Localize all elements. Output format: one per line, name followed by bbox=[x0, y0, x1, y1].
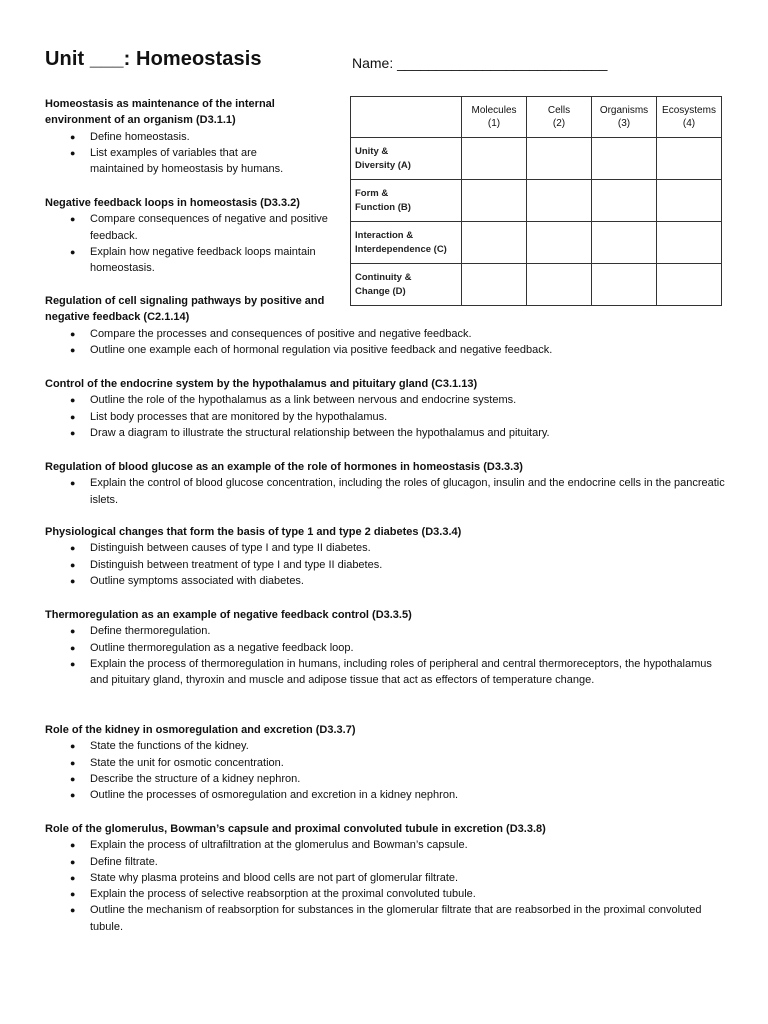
matrix-cell[interactable] bbox=[462, 138, 527, 180]
objective-section bbox=[45, 96, 300, 177]
list-item: ● Outline the mechanism of reabsorption for substances in the glomerular filtrate that are reabsorbed in the proximal convoluted tubule. bbox=[70, 904, 702, 933]
list-item: ● Explain the process of ultrafiltration at the glomerulus and Bowman’s capsule. bbox=[70, 839, 468, 852]
matrix-header-row bbox=[351, 97, 722, 138]
list-item: ● Outline symptoms associated with diabetes. bbox=[70, 574, 304, 587]
list-item: ● Explain the process of selective reabsorption at the proximal convoluted tubule. bbox=[70, 888, 476, 901]
section-title: Thermoregulation as an example of negative feedback control (D3.3.5) bbox=[45, 609, 412, 621]
matrix-row bbox=[351, 138, 722, 180]
section-title: Physiological changes that form the basis of type 1 and type 2 diabetes (D3.3.4) bbox=[45, 526, 462, 538]
objective-section bbox=[45, 524, 725, 589]
list-item: ● Outline one example each of hormonal regulation via positive feedback and negative feedback. bbox=[70, 343, 553, 356]
objective-section bbox=[45, 195, 345, 276]
section-title: Control of the endocrine system by the hypothalamus and pituitary gland (C3.1.13) bbox=[45, 378, 478, 390]
matrix-corner-cell bbox=[351, 97, 462, 138]
matrix-column-header: Molecules (1) bbox=[462, 97, 527, 138]
section-title: Regulation of cell signaling pathways by positive and negative feedback (C2.1.14) bbox=[45, 295, 325, 324]
matrix-row bbox=[351, 180, 722, 222]
list-item: ● Describe the structure of a kidney nephron. bbox=[70, 772, 301, 785]
section-title: Regulation of blood glucose as an example of the role of hormones in homeostasis (D3.3.3) bbox=[45, 461, 523, 473]
list-item: ● Distinguish between causes of type I and type II diabetes. bbox=[70, 542, 371, 555]
matrix-cell[interactable] bbox=[462, 180, 527, 222]
matrix-row-header: Continuity & Change (D) bbox=[351, 264, 462, 306]
section-title: Role of the glomerulus, Bowman’s capsule and proximal convoluted tubule in excretion (D3.3.8) bbox=[45, 823, 546, 835]
list-item: ● Define filtrate. bbox=[70, 855, 158, 868]
objective-section bbox=[45, 293, 725, 358]
objective-list bbox=[45, 738, 725, 803]
list-item: ● State the unit for osmotic concentration. bbox=[70, 756, 284, 769]
matrix-cell[interactable] bbox=[592, 138, 657, 180]
objective-section bbox=[45, 459, 725, 508]
list-item: ● State why plasma proteins and blood cells are not part of glomerular filtrate. bbox=[70, 871, 459, 884]
matrix-row bbox=[351, 222, 722, 264]
matrix-cell[interactable] bbox=[462, 222, 527, 264]
list-item: ● List body processes that are monitored by the hypothalamus. bbox=[70, 410, 388, 423]
list-item: ● Explain the process of thermoregulation in humans, including roles of peripheral and central thermoreceptors, the hypothalamus and pituitary gland, thyroxin and muscle and adipose tissue that act as effectors of temperature change. bbox=[70, 657, 712, 687]
list-item: ● Define homeostasis. bbox=[70, 130, 190, 143]
objective-list bbox=[45, 837, 725, 935]
list-item: ● Draw a diagram to illustrate the structural relationship between the hypothalamus and pituitary. bbox=[70, 426, 550, 439]
matrix-cell[interactable] bbox=[657, 180, 722, 222]
objective-section bbox=[45, 607, 725, 688]
list-item: ● List examples of variables that are maintained by homeostasis by humans. bbox=[70, 146, 284, 176]
matrix-column-header: Ecosystems (4) bbox=[657, 97, 722, 138]
matrix-row-header: Form & Function (B) bbox=[351, 180, 462, 222]
matrix-cell[interactable] bbox=[527, 180, 592, 222]
objective-section bbox=[45, 821, 725, 935]
list-item: ● Outline the role of the hypothalamus as a link between nervous and endocrine systems. bbox=[70, 394, 517, 407]
objective-list bbox=[45, 623, 725, 688]
list-item: ● Explain how negative feedback loops maintain homeostasis. bbox=[70, 245, 316, 275]
objective-section bbox=[45, 722, 725, 803]
matrix-cell[interactable] bbox=[657, 222, 722, 264]
objective-list bbox=[45, 129, 300, 178]
objective-list bbox=[45, 392, 725, 441]
matrix-row-header: Unity & Diversity (A) bbox=[351, 138, 462, 180]
concept-matrix-table bbox=[350, 96, 722, 306]
objective-list bbox=[45, 326, 725, 359]
list-item: ● Compare the processes and consequences of positive and negative feedback. bbox=[70, 327, 472, 340]
list-item: ● Outline the processes of osmoregulation and excretion in a kidney nephron. bbox=[70, 789, 459, 802]
matrix-column-header: Organisms (3) bbox=[592, 97, 657, 138]
matrix-column-header: Cells (2) bbox=[527, 97, 592, 138]
matrix-cell[interactable] bbox=[527, 222, 592, 264]
objective-list bbox=[45, 540, 725, 589]
page-title: Unit ___: Homeostasis bbox=[45, 48, 262, 70]
objective-list bbox=[45, 475, 725, 508]
objective-section bbox=[45, 376, 725, 441]
list-item: ● State the functions of the kidney. bbox=[70, 740, 249, 753]
name-field-label: Name: ___________________________ bbox=[352, 55, 608, 71]
list-item: ● Outline thermoregulation as a negative feedback loop. bbox=[70, 641, 354, 654]
matrix-cell[interactable] bbox=[592, 180, 657, 222]
section-title: Negative feedback loops in homeostasis (D3.3.2) bbox=[45, 197, 300, 209]
list-item: ● Compare consequences of negative and positive feedback. bbox=[70, 213, 328, 242]
matrix-cell[interactable] bbox=[527, 138, 592, 180]
list-item: ● Explain the control of blood glucose concentration, including the roles of glucagon, insulin and the endocrine cells in the pancreatic islets. bbox=[70, 477, 725, 506]
matrix-row-header: Interaction & Interdependence (C) bbox=[351, 222, 462, 264]
section-title: Role of the kidney in osmoregulation and excretion (D3.3.7) bbox=[45, 724, 356, 736]
section-title: Homeostasis as maintenance of the internal environment of an organism (D3.1.1) bbox=[45, 98, 275, 127]
list-item: ● Define thermoregulation. bbox=[70, 625, 211, 638]
objective-list bbox=[45, 211, 345, 276]
list-item: ● Distinguish between treatment of type I and type II diabetes. bbox=[70, 558, 383, 571]
matrix-cell[interactable] bbox=[657, 138, 722, 180]
matrix-cell[interactable] bbox=[592, 222, 657, 264]
